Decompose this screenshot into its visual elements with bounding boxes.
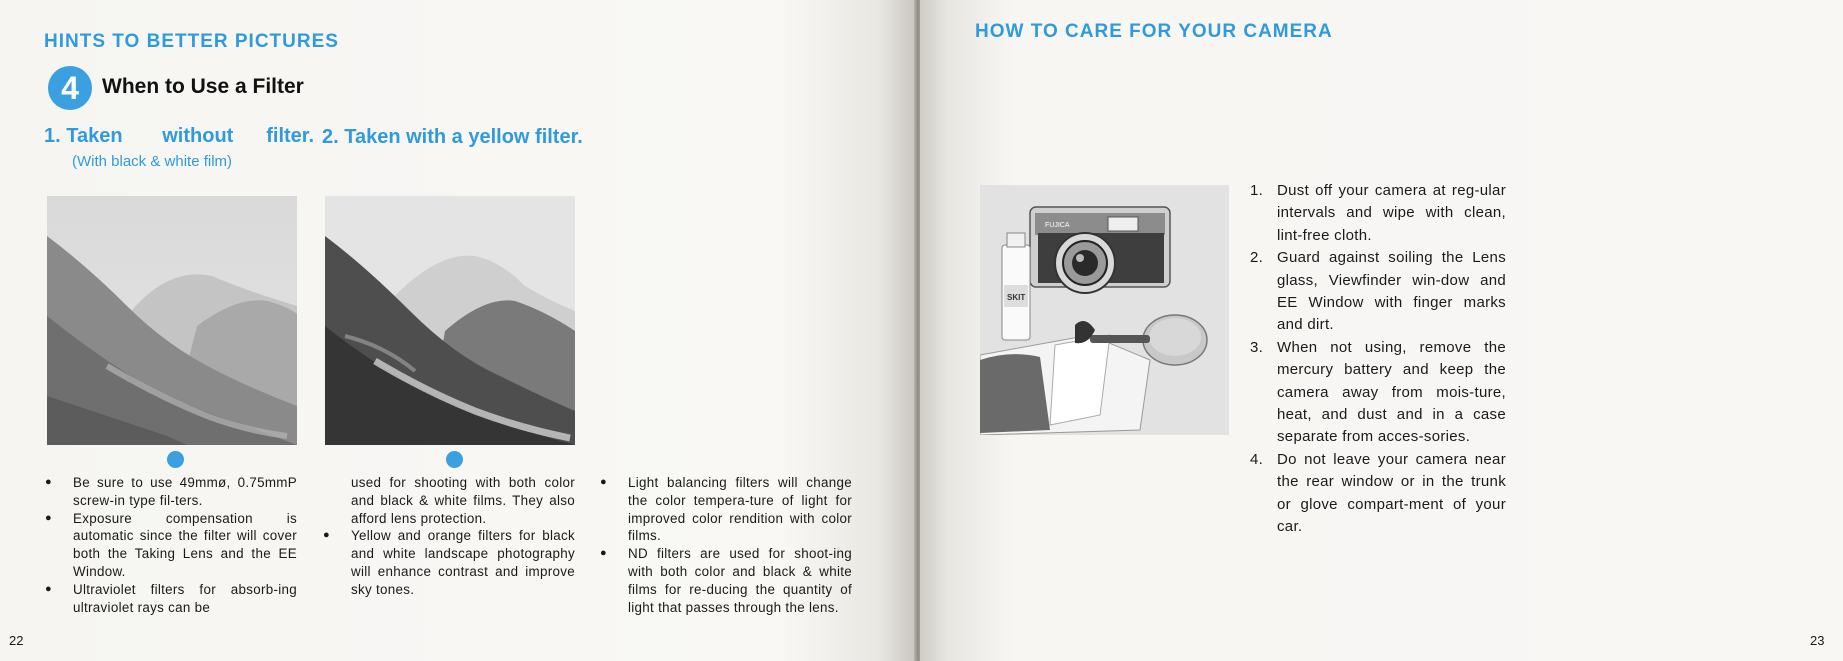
bullet-item: ● Yellow and orange filters for black and white landscape photography will enhance contrast and improve sky tones.	[323, 527, 575, 598]
bullet-item: ● ND filters are used for shoot-ing with both color and black & white films for re-ducing the quantity of light that passes through the lens.	[600, 545, 852, 616]
text-column-1	[45, 474, 297, 616]
left-page	[0, 0, 916, 661]
bullet-item: ● Be sure to use 49mmø, 0.75mmP screw-in type fil-ters.	[45, 474, 297, 510]
text-column-3	[600, 474, 852, 616]
bottle-label: SKIT	[1007, 293, 1026, 302]
care-instructions-list	[1250, 180, 1506, 539]
care-item	[1250, 449, 1506, 539]
care-item	[1250, 247, 1506, 337]
caption-1-word-2: without	[162, 125, 234, 147]
photo-caption-2: 2. Taken with a yellow filter.	[322, 126, 583, 148]
step-number-badge: 4	[48, 66, 92, 110]
bullet-item: ● Ultraviolet filters for absorb-ing ultraviolet rays can be	[45, 581, 297, 617]
page-number: 22	[9, 633, 24, 648]
care-item-text: Dust off your camera at reg-ular intervals and wipe with clean, lint-free cloth.	[1277, 182, 1506, 244]
care-item-text: When not using, remove the mercury battery and keep the camera away from mois-ture, heat, and dust and in a case separate from acces-sories.	[1277, 338, 1506, 446]
text-column-2	[323, 474, 575, 599]
care-item-number: 4.	[1250, 450, 1264, 468]
blue-dot-marker	[446, 451, 463, 468]
photo-caption-1-note: (With black & white film)	[72, 153, 233, 170]
care-item-number: 1.	[1250, 182, 1264, 199]
photo-caption-1	[44, 125, 314, 148]
bullet-item: ● Exposure compensation is automatic since the filter will cover both the Taking Lens and the EE Window.	[45, 510, 297, 581]
bullet-continuation: used for shooting with both color and black & white films. They also afford lens protection.	[351, 475, 575, 526]
section-title: HINTS TO BETTER PICTURES	[44, 31, 339, 52]
photo-with-yellow-filter	[325, 196, 575, 445]
page-subtitle: When to Use a Filter	[102, 75, 304, 98]
camera-brand-label: FUJICA	[1045, 222, 1070, 229]
bullet-item: ● Light balancing filters will change the color tempera-ture of light for improved color rendition with color films.	[600, 474, 852, 545]
caption-1-word-1: Taken	[66, 125, 123, 147]
camera-care-kit-photo	[980, 185, 1229, 435]
care-item-text: Do not leave your camera near the rear window or in the trunk or glove compart-ment of your car.	[1277, 450, 1506, 536]
care-item	[1250, 337, 1506, 449]
care-item-number: 3.	[1250, 338, 1264, 356]
section-title: HOW TO CARE FOR YOUR CAMERA	[975, 21, 1333, 42]
blue-dot-marker	[167, 451, 184, 468]
care-item-text: Guard against soiling the Lens glass, Viewfinder win-dow and EE Window with finger marks and dirt.	[1277, 249, 1506, 334]
care-item-number: 2.	[1250, 249, 1264, 267]
caption-1-number: 1.	[44, 125, 61, 147]
care-item	[1250, 180, 1506, 247]
photo-without-filter	[47, 196, 297, 445]
page-number: 23	[1810, 633, 1825, 648]
caption-1-word-3: filter.	[266, 125, 315, 147]
